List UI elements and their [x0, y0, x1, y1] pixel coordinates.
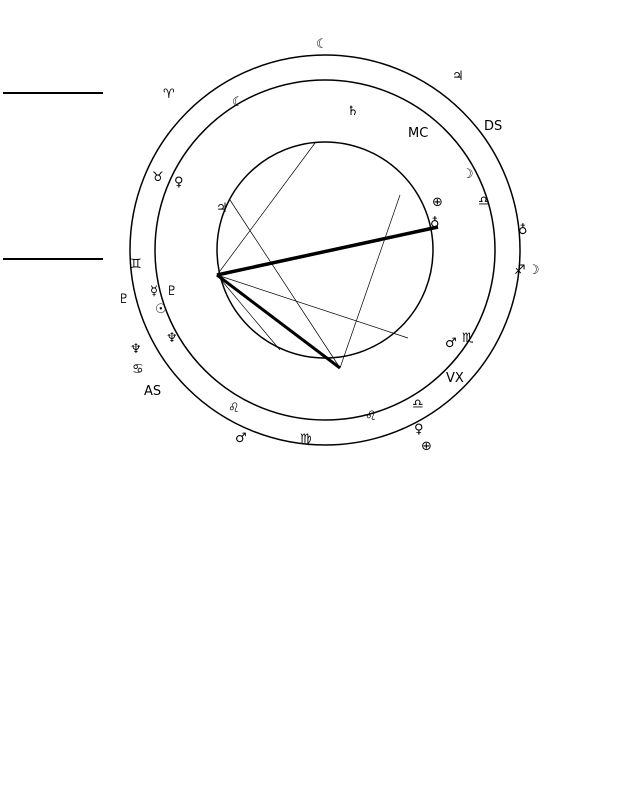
svg-text:AS: AS	[144, 384, 162, 399]
svg-text:♆: ♆	[166, 331, 178, 346]
svg-text:DS: DS	[484, 119, 503, 134]
svg-text:♋: ♋	[132, 362, 144, 377]
svg-text:☾: ☾	[316, 37, 328, 52]
svg-text:♀: ♀	[414, 422, 424, 437]
svg-text:♇: ♇	[118, 292, 130, 307]
svg-text:☾: ☾	[232, 95, 244, 110]
svg-text:♈: ♈	[163, 87, 175, 102]
svg-text:♃: ♃	[216, 201, 228, 216]
svg-text:MC: MC	[408, 126, 429, 141]
svg-text:♊: ♊	[130, 257, 142, 272]
chart-wheel	[100, 20, 570, 460]
svg-text:♂: ♂	[445, 336, 457, 351]
svg-text:♄: ♄	[347, 104, 359, 119]
svg-text:♎: ♎	[412, 397, 424, 412]
aspect-table	[0, 533, 624, 803]
svg-text:♍: ♍	[300, 432, 312, 447]
planet-glyphs	[118, 37, 540, 454]
svg-text:♉: ♉	[152, 170, 164, 185]
radix-house-cusps	[3, 92, 103, 94]
svg-text:VX: VX	[446, 371, 464, 386]
svg-text:♃: ♃	[452, 69, 464, 84]
svg-text:♂: ♂	[235, 431, 247, 446]
svg-text:♁: ♁	[430, 216, 440, 231]
svg-text:♐: ♐	[514, 263, 526, 278]
svg-text:☿: ☿	[150, 284, 158, 299]
svg-text:♆: ♆	[130, 342, 142, 357]
svg-text:☽: ☽	[462, 167, 474, 182]
svg-text:⊕: ⊕	[432, 195, 443, 210]
svg-text:♌: ♌	[365, 409, 377, 424]
svg-text:♀: ♀	[174, 175, 184, 190]
svg-text:☉: ☉	[155, 302, 167, 317]
svg-text:⊕: ⊕	[421, 439, 432, 454]
svg-text:♁: ♁	[518, 223, 528, 238]
svg-text:♎: ♎	[478, 194, 490, 209]
epoch-house-cusps	[3, 258, 103, 260]
svg-text:♏: ♏	[462, 331, 474, 346]
svg-text:♌: ♌	[228, 401, 240, 416]
svg-text:☽: ☽	[528, 263, 540, 278]
svg-text:♇: ♇	[166, 284, 178, 299]
